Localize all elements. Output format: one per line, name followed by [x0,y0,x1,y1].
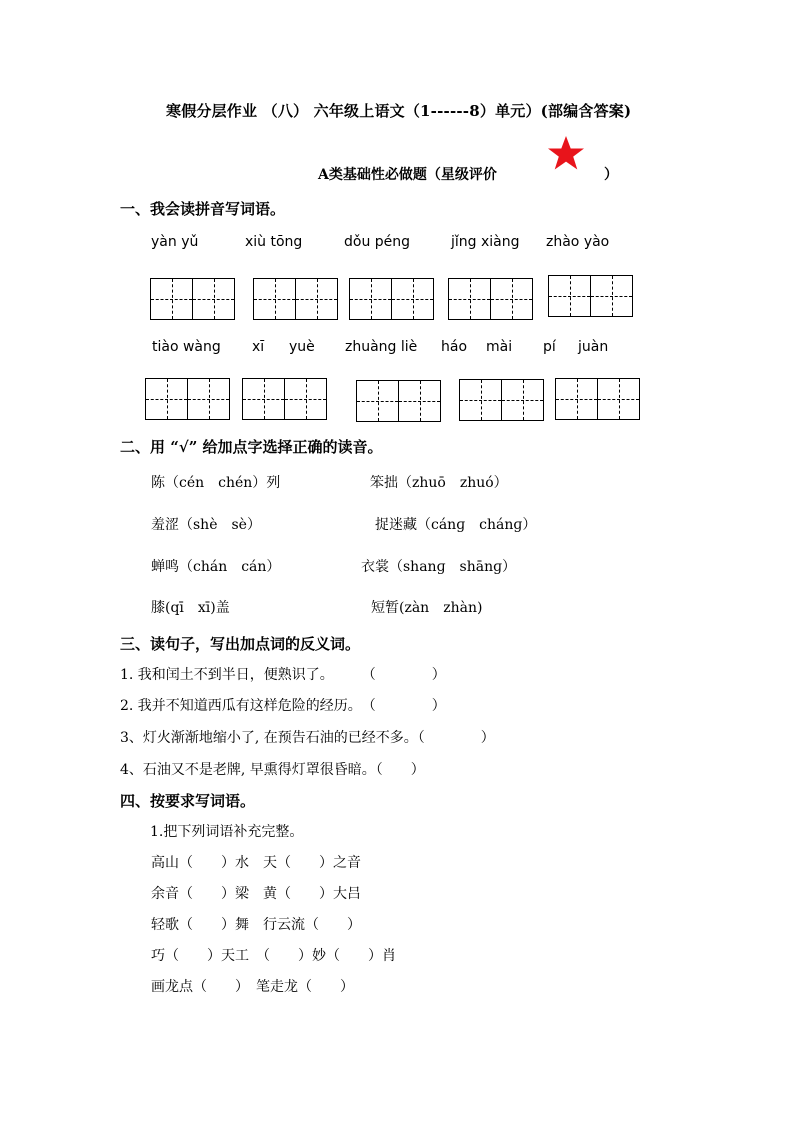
pinyin-7: xī [252,339,265,355]
section-2-heading: 二、用 “√” 给加点字选择正确的读音。 [120,438,383,456]
reading-choice[interactable]: 膝(qī xī)盖 [151,600,230,616]
writing-grid[interactable] [548,275,633,317]
pinyin-5: zhào yào [546,234,610,250]
idiom-line[interactable]: 画龙点（ ） 笔走龙（ ） [151,979,354,995]
section-1-heading: 一、我会读拼音写词语。 [120,200,286,218]
pinyin-1: yàn yǔ [151,234,199,250]
pinyin-12: pí [543,339,556,355]
pinyin-11: mài [486,339,513,355]
pinyin-2: xiù tōng [245,234,303,250]
writing-grid[interactable] [253,278,338,320]
sentence-item[interactable]: 1. 我和闰土不到半日，便熟识了。 （ ） [120,667,446,683]
pinyin-3: dǒu péng [344,234,411,250]
pinyin-13: juàn [578,339,609,355]
page-title: 寒假分层作业 （八） 六年级上语文（1------8）单元）(部编含答案) [166,102,632,120]
reading-choice[interactable]: 陈（cén chén）列 [151,475,281,491]
pinyin-9: zhuàng liè [345,339,418,355]
reading-choice[interactable]: 衣裳（shanɡ shānɡ） [361,559,517,575]
pinyin-10: háo [441,339,468,355]
writing-grid[interactable] [242,378,327,420]
sentence-item[interactable]: 2. 我并不知道西瓜有这样危险的经历。 （ ） [120,698,446,714]
sub-question-title: 1.把下列词语补充完整。 [150,824,304,840]
idiom-line[interactable]: 轻歌（ ）舞 行云流（ ） [151,917,361,933]
section-4-heading: 四、按要求写词语。 [120,792,256,810]
idiom-line[interactable]: 巧（ ）天工 （ ）妙（ ）肖 [151,948,396,964]
reading-choice[interactable]: 蝉鸣（chán cán） [151,559,281,575]
subtitle: A类基础性必做题（星级评价 [318,167,497,183]
writing-grid[interactable] [555,378,640,420]
idiom-line[interactable]: 余音（ ）梁 黄（ ）大吕 [151,886,361,902]
sentence-item[interactable]: 3、灯火渐渐地缩小了, 在预告石油的已经不多。（ ） [120,730,495,746]
writing-grid[interactable] [145,378,230,420]
writing-grid[interactable] [356,380,441,422]
reading-choice[interactable]: 羞涩（shè sè） [151,517,261,533]
pinyin-4: jǐng xiàng [451,234,520,250]
section-3-heading: 三、读句子，写出加点词的反义词。 [120,635,361,653]
writing-grid[interactable] [448,278,533,320]
subtitle-close: ） [604,167,618,183]
reading-choice[interactable]: 笨拙（zhuō zhuó） [370,475,508,491]
writing-grid[interactable] [349,278,434,320]
pinyin-8: yuè [289,339,315,355]
writing-grid[interactable] [150,278,235,320]
idiom-line[interactable]: 高山（ ）水 天（ ）之音 [151,855,361,871]
star-icon [546,135,586,171]
reading-choice[interactable]: 捉迷藏（cánɡ chánɡ） [375,517,537,533]
reading-choice[interactable]: 短暂(zàn zhàn) [371,600,483,616]
sentence-item[interactable]: 4、石油又不是老牌, 早熏得灯罩很昏暗。（ ） [120,762,425,778]
writing-grid[interactable] [459,379,544,421]
pinyin-6: tiào wàng [152,339,221,355]
